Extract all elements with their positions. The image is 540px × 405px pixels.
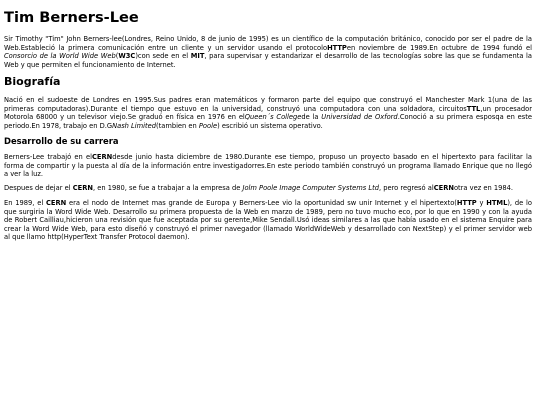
biography-paragraph [4, 96, 532, 130]
career-paragraph-3 [4, 199, 532, 242]
text-run: ( [115, 52, 119, 61]
text-line [4, 96, 532, 105]
text-run: otra vez en 1984. [453, 184, 513, 192]
text-run: de Robert Cailliau,hicieron una revisión que fue aceptada por su gerente,Mike Sendall.Usó ideas similares a las que había usado en el sistema Enquire para [4, 216, 532, 225]
text-run: forma de compartir y la puesta al día de la información entre investigadorres.En este periodo también construyó un programa llamado Enrique que no llegó [4, 161, 532, 170]
intro-paragraph [4, 35, 532, 69]
text-run: Nació en el sudoeste de Londres en 1995.Sus padres eran matemáticos y formaron parte del equipo que construyó el Manchester Mark 1(una de las [4, 96, 532, 104]
text-run: Motorola 68000 y un televisor viejo.Se graduó en física en 1976 en el [4, 113, 245, 122]
bold-text: CERN [72, 184, 93, 192]
text-run: al que llamo http(HyperText Transfer Protocol daemon). [4, 233, 190, 242]
text-run: crear la Word Wide Web, para esto diseñó y construyó el primer navegador (llamado WorldWideWeb y desarrollado con NextStep) y el primer servidor web [4, 224, 532, 233]
text-run: , pero regresó al [378, 184, 434, 192]
text-run: , para supervisar y estandarizar el desarrollo de las tecnologías sobre las que se fundamenta la [204, 52, 532, 61]
text-line [4, 153, 532, 162]
career-paragraph-1 [4, 153, 532, 179]
italic-text: Poole [198, 121, 218, 130]
text-run: de la [301, 113, 322, 122]
text-run: primeras computadoras).Durante el tiempo que estuvo en la universidad, construyó una computadora con una soldadora, circuitos [4, 104, 467, 113]
text-line [4, 184, 532, 193]
text-run: ) escribió un sistema operativo. [217, 121, 323, 130]
bold-text: MIT [190, 52, 205, 61]
bold-text: CERN [92, 153, 113, 161]
text-run: )con sede en el [135, 52, 191, 61]
text-line [4, 199, 532, 208]
text-line [4, 122, 532, 131]
text-run: a ver la luz. [4, 170, 43, 179]
bold-text: CERN [433, 184, 454, 192]
bold-text: W3C [118, 52, 136, 61]
italic-text: Consorcio de la World Wide Web [4, 52, 116, 61]
text-line [4, 162, 532, 171]
text-run: que surgiria la Word Wide Web. Desarrollo su primera propuesta de la Web en marzo de 1989, pero no tuvo mucho eco, por lo que en 1990 y con la ayuda [4, 207, 532, 216]
text-line [4, 225, 532, 234]
italic-text: Nash Limited [112, 121, 156, 130]
bold-text: CERN [46, 199, 67, 207]
text-run: En 1989, el [4, 199, 47, 207]
text-run: Web y que permiten el funcionamiento de Internet. [4, 60, 176, 69]
text-run: era el nodo de Internet mas grande de Europa y Berners-Lee vio la oportunidad sw unir Internet y el hipertexto( [66, 199, 457, 207]
text-line [4, 113, 532, 122]
italic-text: Universidad de Oxford [321, 113, 398, 122]
biography-heading: Biografía [4, 75, 61, 88]
text-line [4, 105, 532, 114]
text-line [4, 61, 532, 70]
text-run: ,un procesador [480, 104, 532, 113]
bold-text: TTL [466, 104, 481, 113]
text-line [4, 52, 532, 61]
career-paragraph-2 [4, 184, 532, 193]
text-run: y [476, 199, 487, 207]
text-line [4, 170, 532, 179]
bold-text: HTTP [327, 43, 347, 52]
bold-text: HTML [486, 199, 508, 207]
text-line [4, 216, 532, 225]
text-run: Despues de dejar el [4, 184, 73, 192]
page-title: Tim Berners-Lee [4, 9, 139, 26]
text-line [4, 233, 532, 242]
italic-text: Jolm Poole Image Computer Systems Ltd [242, 184, 379, 192]
text-run: Berners-Lee trabajó en el [4, 153, 93, 161]
text-run: desde junio hasta diciembre de 1980.Durante ese tiempo, propuso un proyecto basado en el hipertexto para facilitar la [112, 153, 532, 161]
bold-text: HTTP [456, 199, 477, 207]
text-line [4, 44, 532, 53]
text-run: en noviembre de 1989.En octubre de 1994 fundó el [346, 43, 532, 52]
text-run: .Conoció a su primera esposqa en este [397, 113, 532, 122]
text-run: (tambien en [155, 121, 199, 130]
text-run: ), de lo [507, 199, 532, 207]
text-line [4, 35, 532, 44]
text-run: , en 1980, se fue a trabajar a la empresa de [92, 184, 243, 192]
italic-text: Queen´s College [244, 113, 302, 122]
text-run: Sir Timothy "Tim" John Berners-lee(Londres, Reino Unido, 8 de junio de 1995) es un científico de la computación británico, conocido por ser el padre de la [4, 35, 532, 43]
text-run: periodo.En 1978, trabajo en D.G [4, 121, 113, 130]
text-line [4, 208, 532, 217]
career-heading: Desarrollo de su carrera [4, 136, 119, 146]
text-run: Web.Estableció la primera comunicación entre un cliente y un servidor usando el protocolo [4, 43, 328, 52]
